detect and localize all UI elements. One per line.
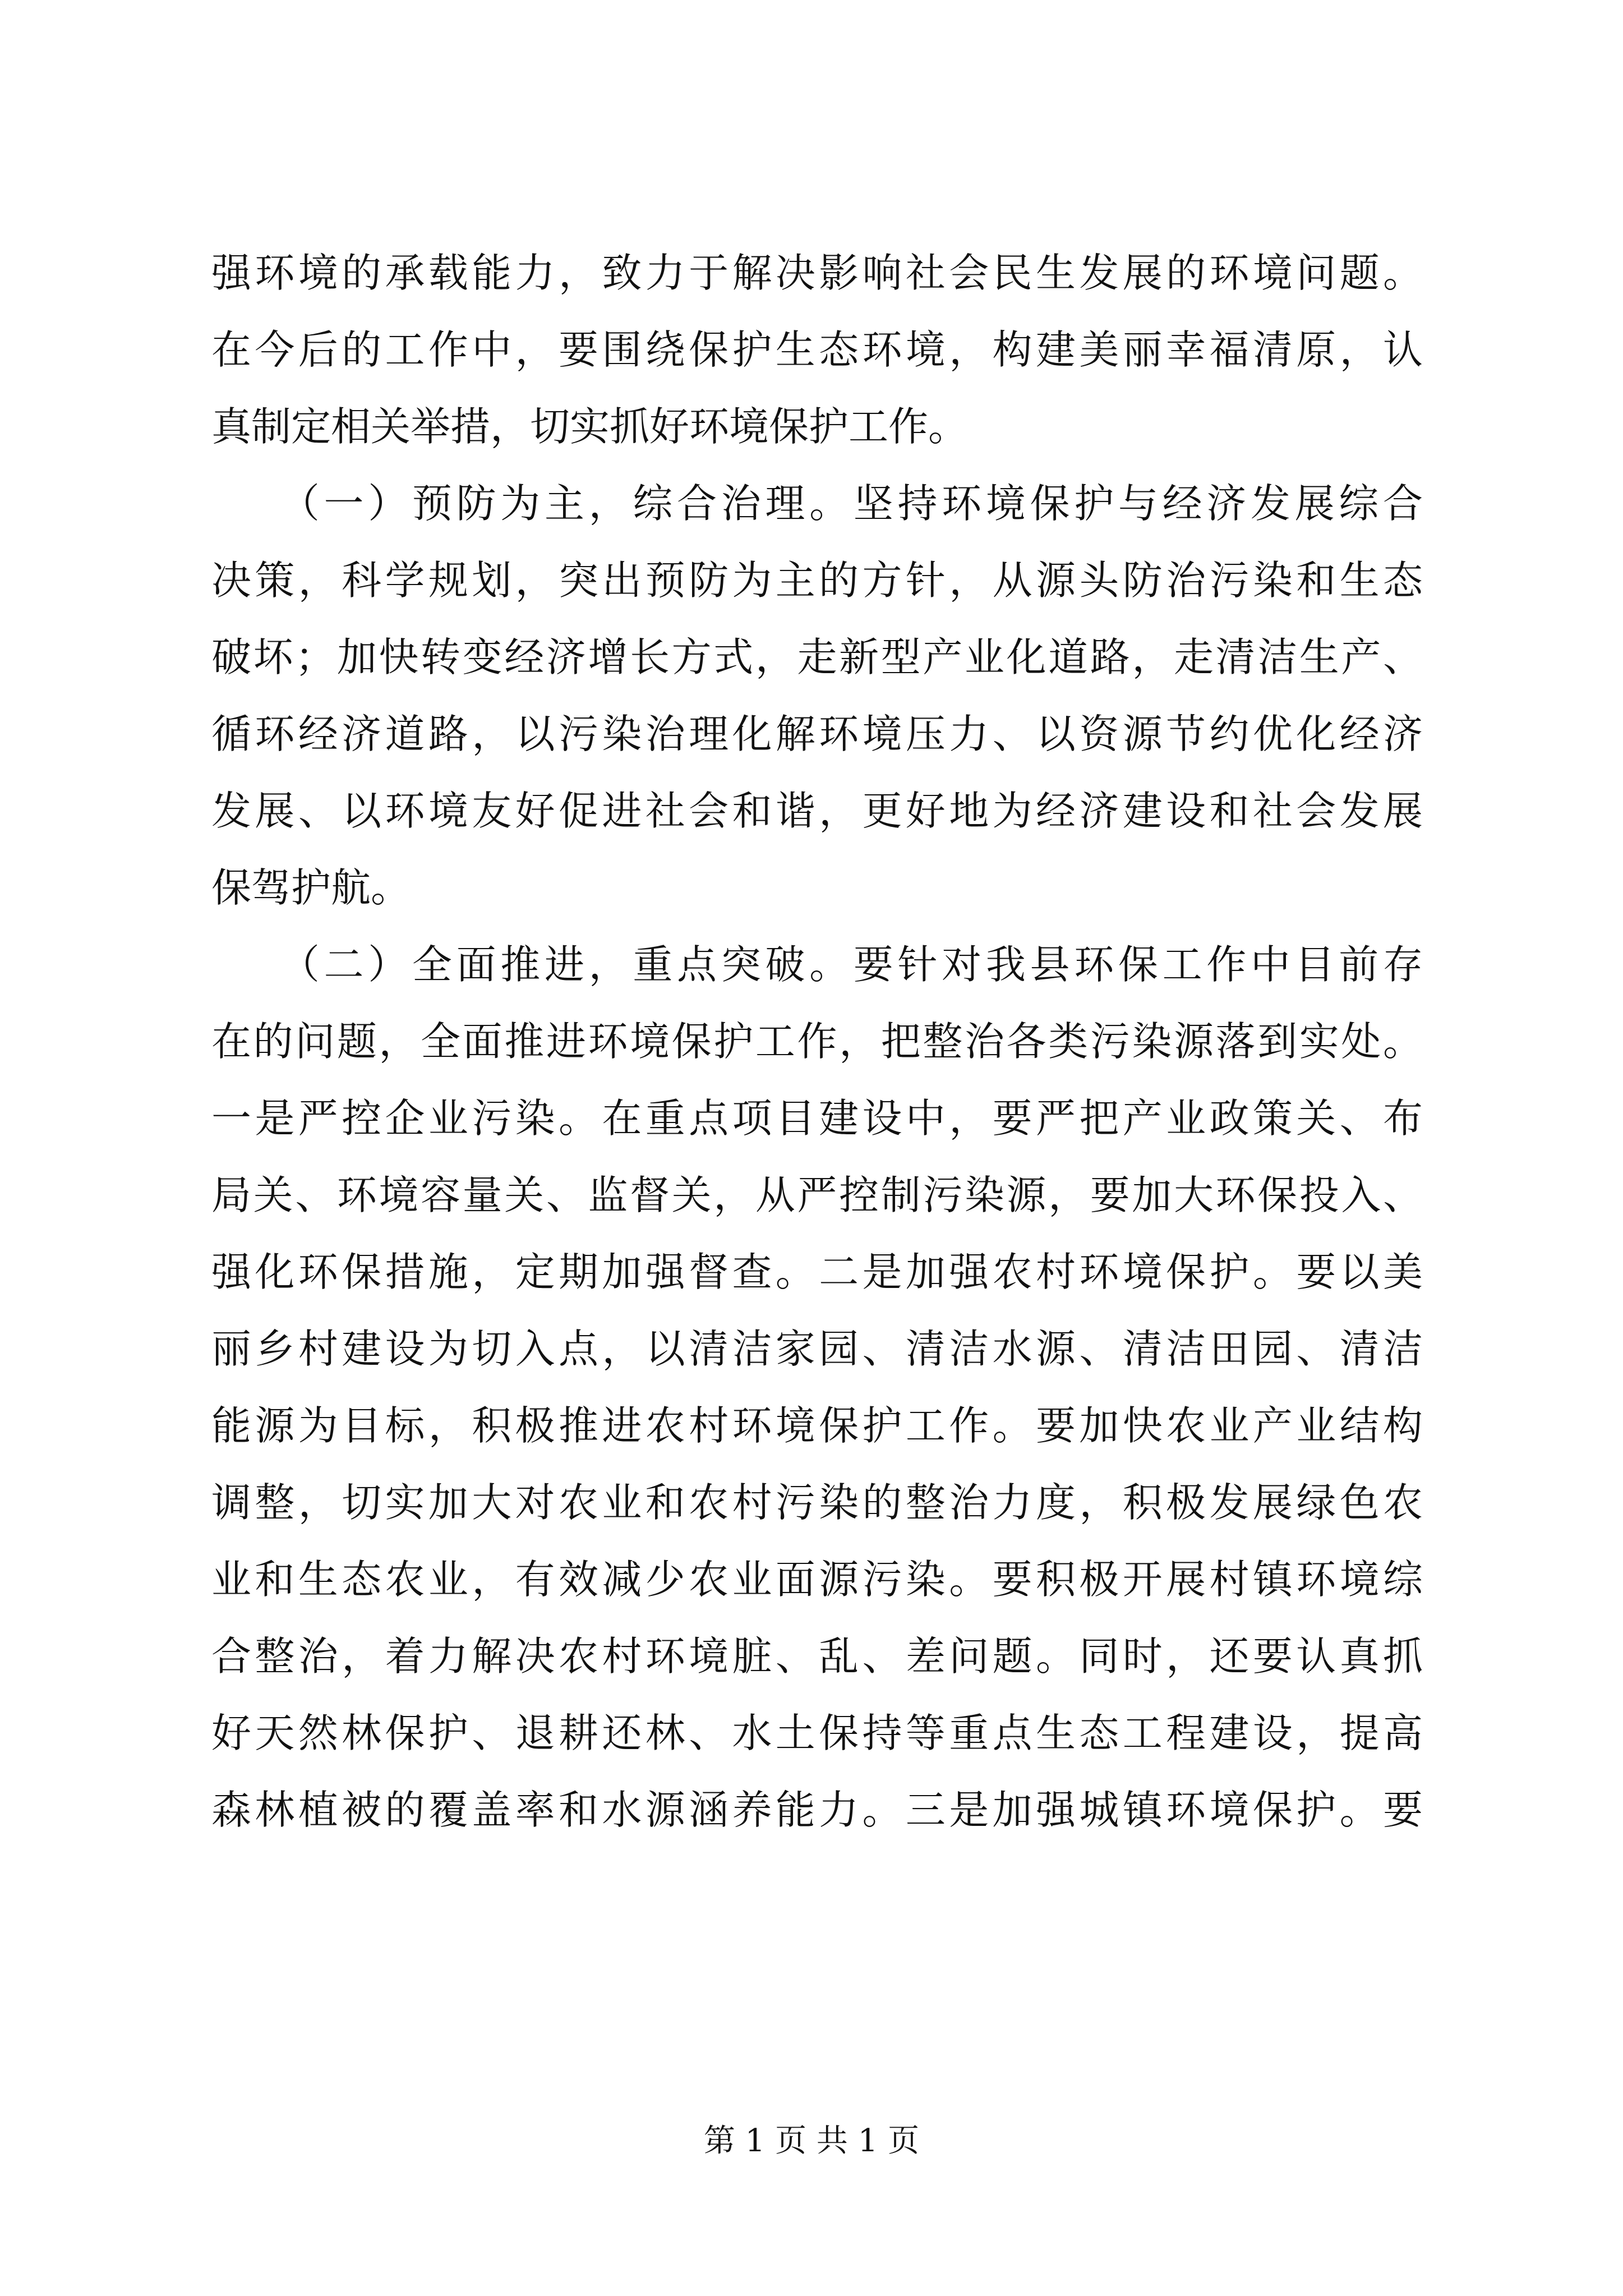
text-line: 合整治，着力解决农村环境脏、乱、差问题。同时，还要认真抓 — [211, 1633, 1423, 1680]
text-line: 发展、以环境友好促进社会和谐，更好地为经济建设和社会发展 — [211, 788, 1423, 834]
text-line: 一是严控企业污染。在重点项目建设中，要严把产业政策关、布 — [211, 1095, 1423, 1142]
text-line: 强化环保措施，定期加强督查。二是加强农村环境保护。要以美 — [211, 1249, 1423, 1295]
text-line: 在的问题，全面推进环境保护工作，把整治各类污染源落到实处。 — [211, 1018, 1423, 1065]
text-line: 丽乡村建设为切入点，以清洁家园、清洁水源、清洁田园、清洁 — [211, 1326, 1423, 1372]
text-line: 森林植被的覆盖率和水源涵养能力。三是加强城镇环境保护。要 — [211, 1787, 1423, 1833]
text-line: （一）预防为主，综合治理。坚持环境保护与经济发展综合 — [211, 480, 1423, 527]
text-line: 破坏；加快转变经济增长方式，走新型产业化道路，走清洁生产、 — [211, 634, 1423, 680]
text-line: 能源为目标，积极推进农村环境保护工作。要加快农业产业结构 — [211, 1402, 1423, 1449]
page-number-footer: 第 1 页 共 1 页 — [703, 2123, 920, 2159]
text-line: 强环境的承载能力，致力于解决影响社会民生发展的环境问题。 — [211, 250, 1423, 296]
text-line: （二）全面推进，重点突破。要针对我县环保工作中目前存 — [211, 941, 1423, 988]
body-text — [211, 234, 1423, 1848]
text-line: 真制定相关举措，切实抓好环境保护工作。 — [211, 403, 969, 450]
text-line: 局关、环境容量关、监督关，从严控制污染源，要加大环保投入、 — [211, 1172, 1423, 1218]
text-line: 保驾护航。 — [211, 864, 411, 911]
text-line: 业和生态农业，有效减少农业面源污染。要积极开展村镇环境综 — [211, 1556, 1423, 1603]
text-line: 好天然林保护、退耕还林、水土保持等重点生态工程建设，提高 — [211, 1710, 1423, 1756]
text-line: 在今后的工作中，要围绕保护生态环境，构建美丽幸福清原，认 — [211, 326, 1423, 373]
text-line: 调整，切实加大对农业和农村污染的整治力度，积极发展绿色农 — [211, 1479, 1423, 1526]
text-line: 循环经济道路，以污染治理化解环境压力、以资源节约优化经济 — [211, 711, 1423, 757]
text-line: 决策，科学规划，突出预防为主的方针，从源头防治污染和生态 — [211, 557, 1423, 604]
